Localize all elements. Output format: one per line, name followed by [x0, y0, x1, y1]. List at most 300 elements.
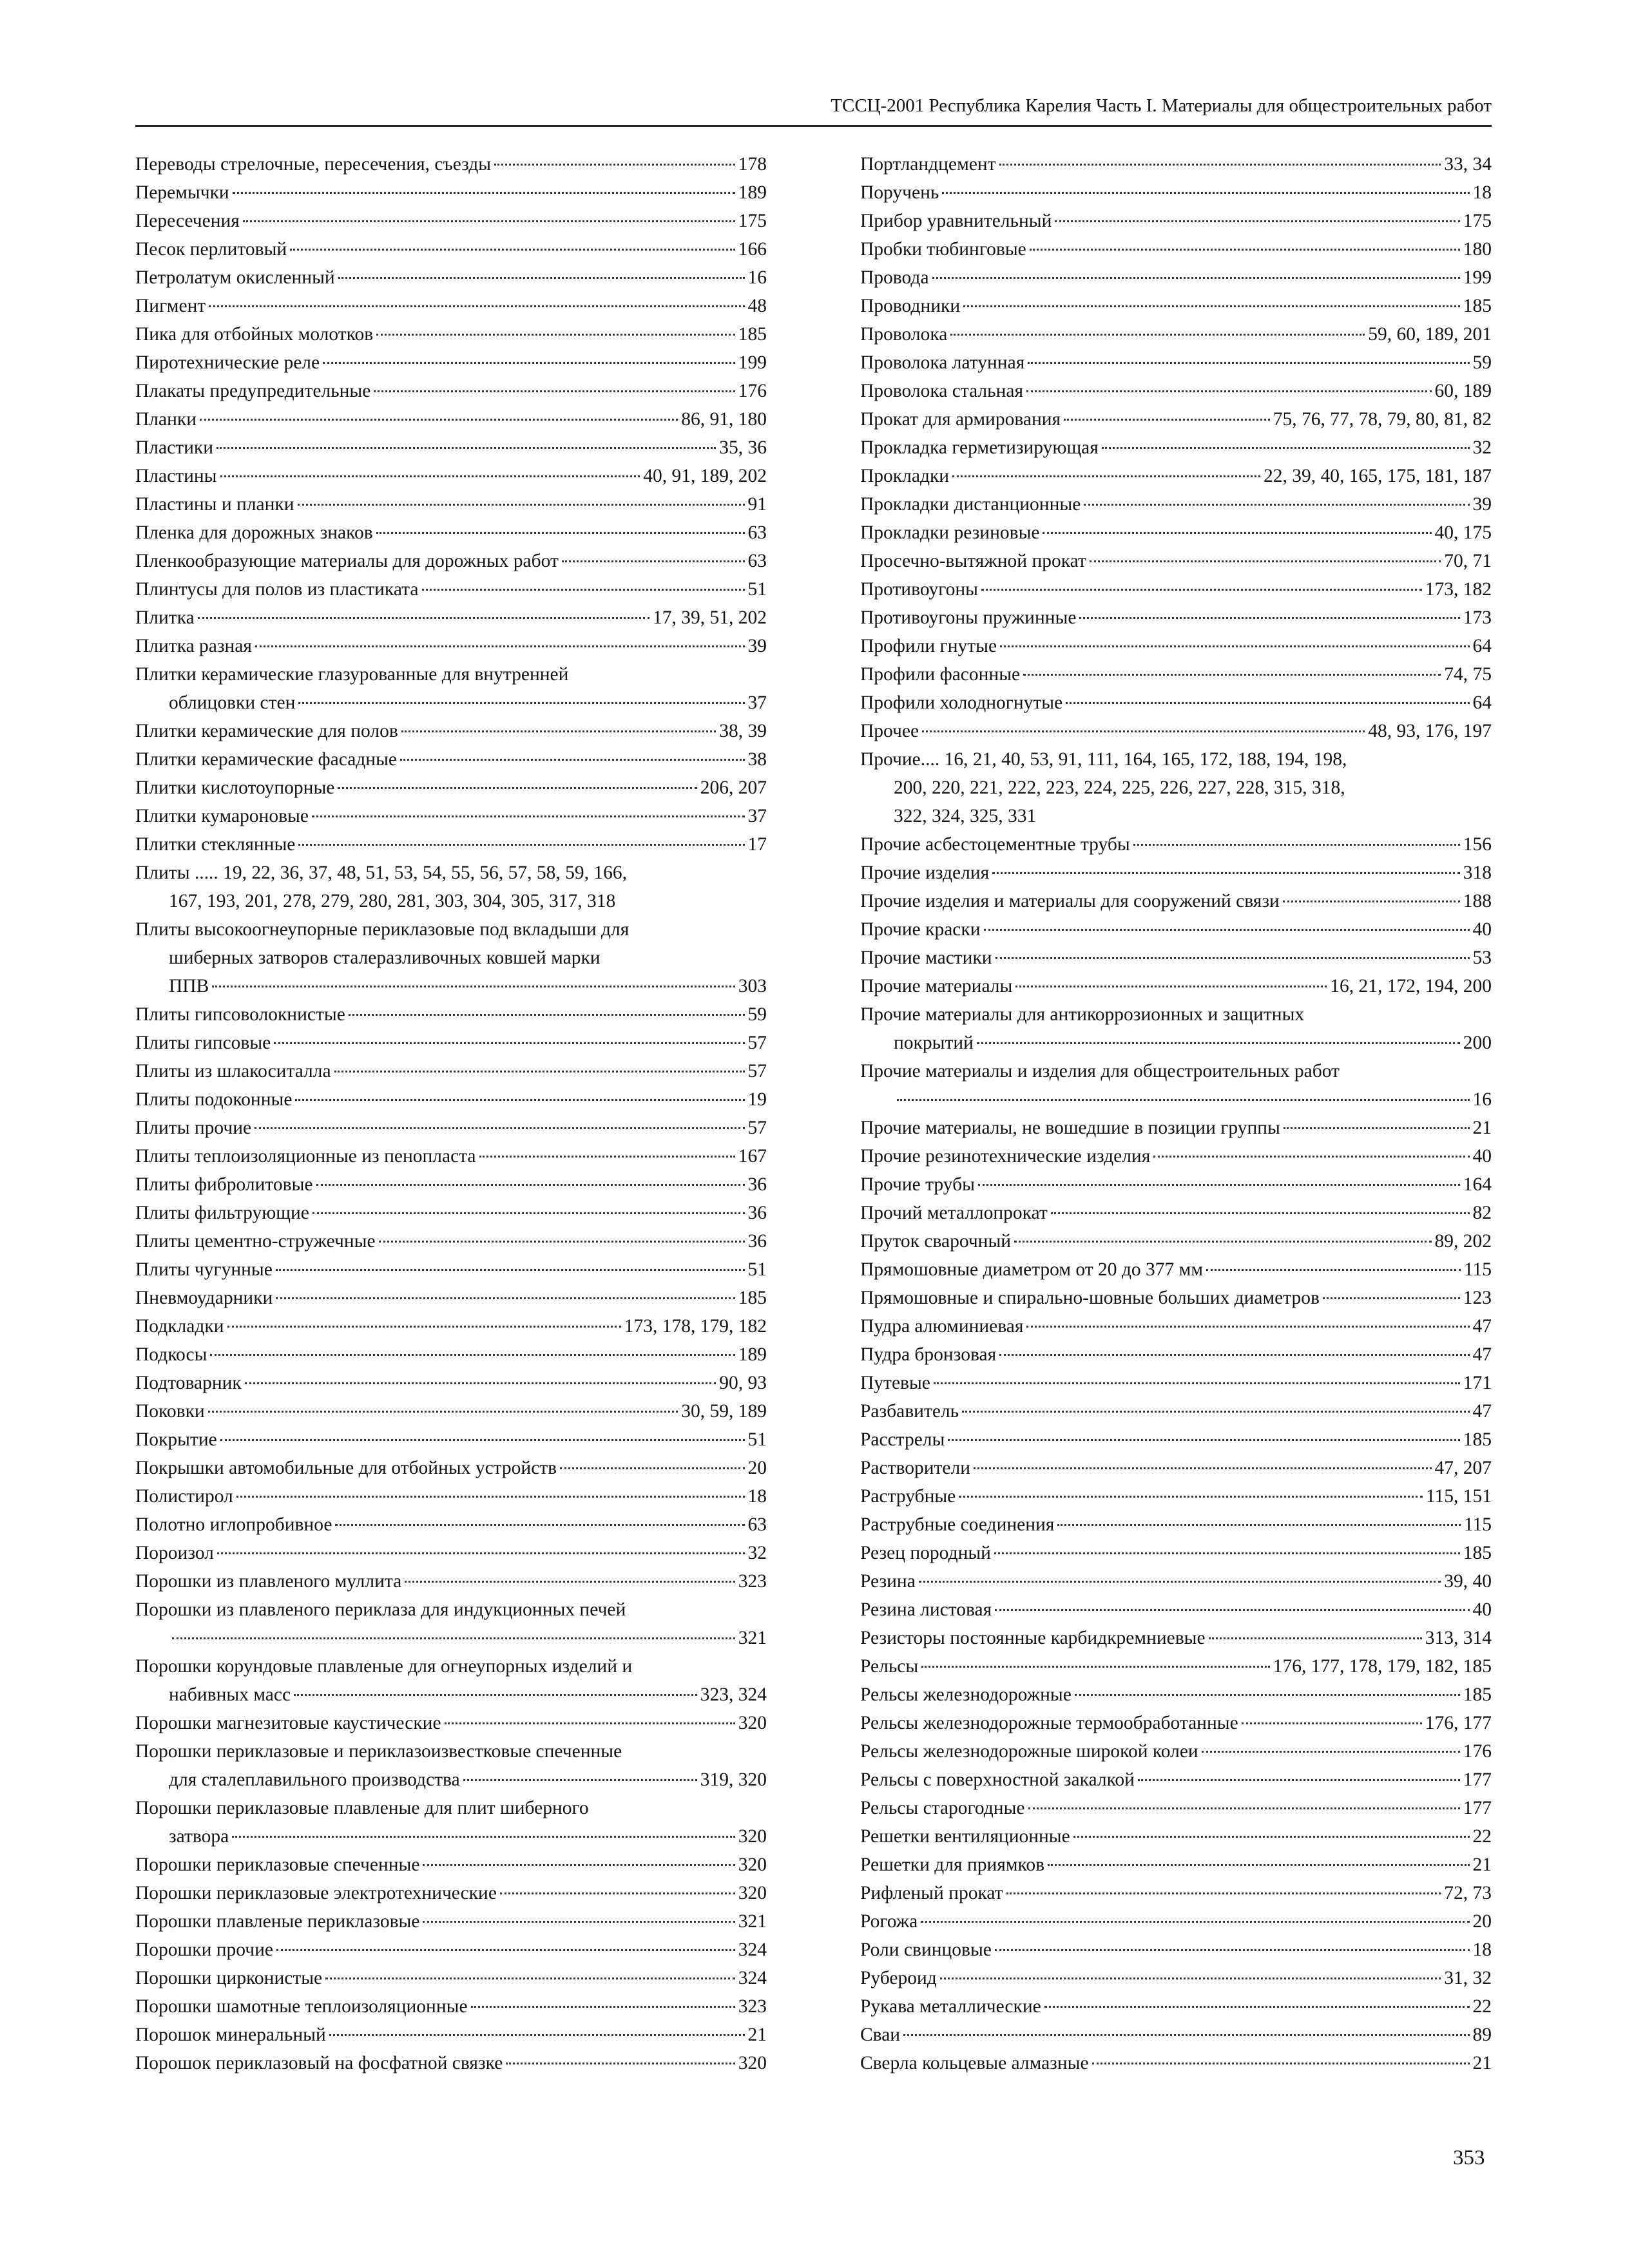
dot-leader	[948, 1439, 1459, 1441]
index-entry	[135, 632, 767, 660]
running-title: ТССЦ-2001 Республика Карелия Часть I. Материалы для общестроительных работ	[831, 95, 1492, 116]
index-entry	[860, 717, 1492, 745]
dot-leader	[298, 504, 745, 506]
entry-pages: 166	[738, 239, 767, 260]
index-entry	[135, 462, 767, 490]
entry-pages: 89, 202	[1434, 1231, 1492, 1252]
index-entry	[860, 1510, 1492, 1539]
entry-pages: 123	[1463, 1288, 1492, 1308]
entry-term: Плиты из шлакоситалла	[135, 1061, 331, 1082]
entry-pages: 48	[747, 296, 767, 316]
entry-term: Прочие асбестоцементные трубы	[860, 834, 1130, 855]
index-entry	[860, 150, 1492, 178]
index-entry-line: Порошки периклазовые плавленые для плит шиберного	[135, 1798, 589, 1818]
index-entry-line	[135, 490, 767, 519]
dot-leader	[338, 277, 745, 279]
index-entry	[135, 434, 767, 462]
dot-leader	[1030, 249, 1460, 251]
entry-term: Переводы стрелочные, пересечения, съезды	[135, 154, 492, 175]
dot-leader	[942, 192, 1469, 194]
index-entry-line	[135, 519, 767, 547]
dot-leader	[312, 815, 745, 817]
entry-pages: 90, 93	[719, 1373, 767, 1393]
dot-leader	[274, 1042, 744, 1044]
entry-pages: 173	[1463, 607, 1492, 628]
entry-pages: 185	[738, 1288, 767, 1308]
entry-term: Пластики	[135, 437, 214, 458]
index-entry	[860, 235, 1492, 263]
entry-term: Проволока	[860, 324, 948, 345]
index-entry	[135, 292, 767, 320]
entry-pages: 320	[738, 1854, 767, 1875]
entry-term: набивных масс	[169, 1684, 291, 1705]
dot-leader	[1283, 901, 1460, 902]
entry-term: Плиты прочие	[135, 1118, 252, 1138]
entry-pages: 39	[747, 636, 767, 656]
entry-term: Прямошовные диаметром от 20 до 377 мм	[860, 1259, 1203, 1280]
index-entry-line	[860, 1029, 1492, 1057]
entry-term: Пудра бронзовая	[860, 1344, 997, 1365]
entry-pages: 31, 32	[1444, 1968, 1492, 1988]
entry-term: Прочие изделия	[860, 862, 990, 883]
index-entry	[135, 235, 767, 263]
index-entry	[860, 490, 1492, 519]
index-entry	[135, 774, 767, 802]
dot-leader	[212, 986, 735, 987]
dot-leader	[376, 532, 745, 534]
entry-pages: 175	[1463, 211, 1492, 231]
index-entry-line	[860, 1085, 1492, 1114]
index-entry-line	[860, 689, 1492, 717]
index-entry-line	[135, 1992, 767, 2021]
dot-leader	[423, 1921, 735, 1923]
entry-pages: 40	[1472, 1146, 1492, 1167]
index-entry-line	[860, 2021, 1492, 2049]
entry-pages: 185	[1463, 296, 1492, 316]
entry-term: Планки	[135, 409, 197, 430]
index-entry	[135, 1851, 767, 1879]
index-entry-line	[135, 263, 767, 292]
index-entry-line	[860, 1170, 1492, 1199]
index-entry	[860, 1766, 1492, 1794]
index-entry	[860, 2049, 1492, 2077]
dot-leader	[233, 192, 735, 194]
entry-term: Пробки тюбинговые	[860, 239, 1026, 260]
entry-pages: 40	[1472, 919, 1492, 940]
entry-pages: 188	[1463, 891, 1492, 911]
index-entry-line	[135, 717, 767, 745]
entry-pages: 33, 34	[1444, 154, 1492, 175]
index-entry	[860, 263, 1492, 292]
entry-pages: 17	[747, 834, 767, 855]
dot-leader	[1014, 1241, 1431, 1243]
entry-term: покрытий	[894, 1033, 974, 1053]
entry-term: Порошки периклазовые спеченные	[135, 1854, 420, 1875]
index-entry	[135, 575, 767, 604]
index-entry-line	[135, 1539, 767, 1567]
index-entry-line	[860, 1879, 1492, 1907]
index-entry	[860, 1284, 1492, 1312]
entry-term: Решетки для приямков	[860, 1854, 1045, 1875]
entry-pages: 47, 207	[1434, 1458, 1492, 1478]
index-entry-line	[135, 1879, 767, 1907]
entry-pages: 47	[1472, 1316, 1492, 1337]
index-entry	[135, 150, 767, 178]
entry-pages: 47	[1472, 1344, 1492, 1365]
index-entry	[135, 1794, 767, 1851]
index-entry	[135, 490, 767, 519]
entry-pages: 177	[1463, 1798, 1492, 1818]
index-entry-line	[135, 1000, 767, 1029]
entry-term: Профили холодногнутые	[860, 692, 1063, 713]
dot-leader	[1323, 1297, 1460, 1299]
dot-leader	[200, 419, 678, 421]
entry-term: Прибор уравнительный	[860, 211, 1052, 231]
index-entry	[135, 1227, 767, 1255]
index-entry	[135, 1907, 767, 1936]
dot-leader	[1079, 617, 1459, 619]
index-entry	[860, 1737, 1492, 1766]
index-entry	[135, 915, 767, 1000]
index-entry-line	[135, 972, 767, 1000]
index-entry	[135, 1936, 767, 1964]
entry-pages: 63	[747, 522, 767, 543]
entry-pages: 20	[747, 1458, 767, 1478]
dot-leader	[1028, 362, 1469, 364]
entry-pages: 178	[738, 154, 767, 175]
entry-term: Порошок минеральный	[135, 2025, 326, 2045]
entry-term: Пленкообразующие материалы для дорожных работ	[135, 551, 559, 571]
entry-term: Плитки кислотоупорные	[135, 777, 335, 798]
entry-term: Рубероид	[860, 1968, 937, 1988]
dot-leader	[1209, 1637, 1422, 1639]
index-entry-line	[135, 434, 767, 462]
entry-pages: 59	[747, 1004, 767, 1025]
entry-pages: 318	[1463, 862, 1492, 883]
entry-pages: 39	[1472, 494, 1492, 515]
index-entry-line	[135, 1085, 767, 1114]
entry-term: Пластины	[135, 466, 217, 486]
index-entry	[860, 1794, 1492, 1822]
page-number: 353	[1453, 2146, 1485, 2169]
entry-pages: 32	[1472, 437, 1492, 458]
index-entry	[135, 547, 767, 575]
dot-leader	[992, 872, 1460, 874]
index-entry	[135, 1567, 767, 1596]
entry-pages: 40, 91, 189, 202	[643, 466, 767, 486]
entry-pages: 115, 151	[1425, 1486, 1492, 1507]
entry-pages: 189	[738, 182, 767, 203]
index-entry-line	[135, 1454, 767, 1482]
entry-pages: 82	[1472, 1203, 1492, 1223]
index-entry-line	[860, 887, 1492, 915]
index-entry	[860, 972, 1492, 1000]
index-entry-line	[135, 632, 767, 660]
dot-leader	[172, 1637, 735, 1639]
index-entry	[135, 1255, 767, 1284]
page-header	[135, 95, 1492, 126]
index-entry-line	[860, 604, 1492, 632]
entry-pages: 180	[1463, 239, 1492, 260]
index-entry-line	[860, 547, 1492, 575]
dot-leader	[210, 1354, 735, 1356]
index-entry	[860, 292, 1492, 320]
entry-term: Пудра алюминиевая	[860, 1316, 1024, 1337]
dot-leader	[376, 334, 735, 336]
dot-leader	[934, 1382, 1460, 1384]
index-entry-line	[135, 320, 767, 348]
dot-leader	[236, 1496, 745, 1498]
index-entry	[135, 745, 767, 774]
index-entry-line: 200, 220, 221, 222, 223, 224, 225, 226, 227, 228, 315, 318,	[894, 777, 1345, 798]
entry-pages: 185	[1463, 1429, 1492, 1450]
dot-leader	[1202, 1751, 1460, 1753]
index-entry	[135, 2049, 767, 2077]
entry-term: Порошки прочие	[135, 1939, 274, 1960]
index-entry-line	[860, 1284, 1492, 1312]
dot-leader	[374, 390, 735, 392]
entry-pages: 323	[738, 1996, 767, 2017]
index-entry-line	[860, 830, 1492, 859]
entry-term: Поручень	[860, 182, 939, 203]
index-entry-line	[860, 490, 1492, 519]
index-entry-line	[135, 1057, 767, 1085]
entry-term: Противоугоны пружинные	[860, 607, 1077, 628]
dot-leader	[1075, 1694, 1460, 1696]
index-entry	[860, 1596, 1492, 1624]
index-entry	[135, 1085, 767, 1114]
index-entry	[860, 660, 1492, 689]
index-entry	[860, 207, 1492, 235]
index-entry	[860, 1369, 1492, 1397]
index-entry-line	[135, 292, 767, 320]
entry-term: Прочие материалы, не вошедшие в позиции группы	[860, 1118, 1280, 1138]
entry-term: ППВ	[169, 976, 209, 996]
entry-pages: 321	[738, 1911, 767, 1932]
entry-pages: 75, 76, 77, 78, 79, 80, 81, 82	[1273, 409, 1492, 430]
entry-pages: 175	[738, 211, 767, 231]
entry-pages: 89	[1472, 2025, 1492, 2045]
entry-term: Просечно-вытяжной прокат	[860, 551, 1086, 571]
dot-leader	[312, 1212, 745, 1214]
dot-leader	[1000, 645, 1469, 647]
dot-leader	[423, 1864, 735, 1866]
entry-term: Провода	[860, 267, 929, 288]
index-entry-line	[860, 150, 1492, 178]
entry-pages: 35, 36	[719, 437, 767, 458]
dot-leader	[227, 1326, 621, 1328]
index-entry-line	[135, 1482, 767, 1510]
index-entry	[860, 1227, 1492, 1255]
dot-leader	[400, 759, 745, 761]
index-entry-line	[860, 462, 1492, 490]
entry-pages: 319, 320	[700, 1769, 767, 1790]
entry-term: Рукава металлические	[860, 1996, 1041, 2017]
index-entry	[135, 604, 767, 632]
dot-leader	[952, 475, 1260, 477]
index-entry	[135, 1142, 767, 1170]
index-entry-line	[860, 859, 1492, 887]
index-entry-line	[135, 830, 767, 859]
index-entry-line	[135, 377, 767, 405]
entry-term: Рельсы железнодорожные широкой колеи	[860, 1741, 1198, 1762]
index-entry	[860, 1057, 1492, 1114]
entry-term: Сверла кольцевые алмазные	[860, 2053, 1089, 2073]
dot-leader	[1051, 1212, 1470, 1214]
index-entry	[860, 1482, 1492, 1510]
index-entry-line	[860, 1510, 1492, 1539]
entry-pages: 324	[738, 1968, 767, 1988]
entry-term: Подкладки	[135, 1316, 224, 1337]
dot-leader	[963, 305, 1460, 307]
entry-term: Плиты чугунные	[135, 1259, 273, 1280]
index-entry-line: Прочие материалы для антикоррозионных и защитных	[860, 1004, 1305, 1025]
index-entry-line	[135, 1567, 767, 1596]
index-entry-line	[860, 263, 1492, 292]
index-entry	[860, 462, 1492, 490]
dot-leader	[959, 1496, 1423, 1498]
entry-pages: 37	[747, 806, 767, 826]
index-entry-line	[860, 1255, 1492, 1284]
index-entry-line	[860, 207, 1492, 235]
index-entry-line	[135, 689, 767, 717]
dot-leader	[562, 560, 745, 562]
index-entry	[860, 519, 1492, 547]
index-entry-line	[135, 462, 767, 490]
entry-pages: 313, 314	[1425, 1628, 1492, 1648]
dot-leader	[217, 1552, 745, 1554]
entry-pages: 324	[738, 1939, 767, 1960]
entry-term: Плитка разная	[135, 636, 253, 656]
dot-leader	[999, 164, 1441, 166]
dot-leader	[494, 164, 735, 166]
index-entry-line	[860, 1964, 1492, 1992]
index-entry-line	[860, 1369, 1492, 1397]
index-entry-line	[135, 1851, 767, 1879]
dot-leader	[995, 1949, 1470, 1951]
entry-pages: 189	[738, 1344, 767, 1365]
entry-pages: 176, 177	[1425, 1713, 1492, 1733]
index-entry-line	[135, 1425, 767, 1454]
entry-pages: 17, 39, 51, 202	[653, 607, 767, 628]
index-entry	[860, 1454, 1492, 1482]
dot-leader	[349, 1014, 745, 1016]
entry-pages: 173, 182	[1425, 579, 1492, 600]
index-entry	[135, 717, 767, 745]
dot-leader	[295, 1099, 744, 1101]
index-entry-line	[860, 632, 1492, 660]
entry-pages: 32	[747, 1543, 767, 1563]
dot-leader	[471, 2006, 735, 2008]
dot-leader	[334, 1071, 745, 1072]
entry-pages: 59, 60, 189, 201	[1368, 324, 1492, 345]
index-entry-line	[135, 405, 767, 434]
entry-term: Проволока стальная	[860, 381, 1024, 401]
index-entry-line	[860, 1227, 1492, 1255]
dot-leader	[338, 787, 697, 789]
entry-pages: 185	[1463, 1543, 1492, 1563]
index-entry	[860, 1199, 1492, 1227]
index-entry	[135, 178, 767, 207]
index-entry-line: Плиты ..... 19, 22, 36, 37, 48, 51, 53, 54, 55, 56, 57, 58, 59, 166,	[135, 862, 628, 883]
index-entry	[135, 1652, 767, 1709]
index-entry	[860, 1142, 1492, 1170]
index-entry	[135, 802, 767, 830]
entry-pages: 36	[747, 1231, 767, 1252]
index-entry	[860, 915, 1492, 944]
entry-pages: 59	[1472, 352, 1492, 373]
index-entry	[860, 1652, 1492, 1681]
dot-leader	[903, 2034, 1469, 2036]
index-entry	[860, 2021, 1492, 2049]
entry-pages: 22, 39, 40, 165, 175, 181, 187	[1264, 466, 1492, 486]
entry-term: Профили фасонные	[860, 664, 1021, 685]
entry-term: Песок перлитовый	[135, 239, 287, 260]
entry-pages: 177	[1463, 1769, 1492, 1790]
entry-term: затвора	[169, 1826, 229, 1847]
dot-leader	[984, 929, 1470, 931]
dot-leader	[1133, 844, 1460, 846]
dot-leader	[220, 475, 640, 477]
entry-term: Прокат для армирования	[860, 409, 1061, 430]
entry-pages: 36	[747, 1174, 767, 1195]
entry-term: Разбавитель	[860, 1401, 959, 1422]
dot-leader	[1084, 504, 1469, 506]
index-entry-line	[860, 405, 1492, 434]
entry-term: Плакаты предупредительные	[135, 381, 371, 401]
dot-leader	[978, 1184, 1460, 1186]
entry-pages: 320	[738, 1713, 767, 1733]
index-entry	[860, 1539, 1492, 1567]
entry-term: Прокладки дистанционные	[860, 494, 1081, 515]
dot-leader	[1028, 1807, 1460, 1809]
index-entry-line	[135, 235, 767, 263]
entry-term: Плиты цементно-стружечные	[135, 1231, 376, 1252]
dot-leader	[1138, 1779, 1460, 1781]
index-entry-line: Плиты высокоогнеупорные периклазовые под вкладыши для	[135, 919, 630, 940]
index-entry	[860, 1397, 1492, 1425]
index-entry-line: Прочие материалы и изделия для общестроительных работ	[860, 1061, 1340, 1082]
entry-term: Порошок периклазовый на фосфатной связке	[135, 2053, 503, 2073]
dot-leader	[1066, 702, 1469, 704]
index-entry-line	[135, 1312, 767, 1340]
index-entry-line	[860, 1199, 1492, 1227]
dot-leader	[1055, 220, 1459, 222]
entry-pages: 323, 324	[700, 1684, 767, 1705]
dot-leader	[500, 1892, 735, 1894]
entry-pages: 18	[1472, 1939, 1492, 1960]
entry-pages: 22	[1472, 1826, 1492, 1847]
index-entry-line	[860, 1114, 1492, 1142]
entry-term: Плиты подоконные	[135, 1089, 293, 1110]
entry-pages: 63	[747, 1514, 767, 1535]
entry-pages: 18	[747, 1486, 767, 1507]
entry-pages: 115	[1463, 1259, 1492, 1280]
entry-pages: 51	[747, 1429, 767, 1450]
entry-pages: 38, 39	[719, 721, 767, 741]
dot-leader	[294, 1694, 697, 1696]
entry-pages: 21	[1472, 2053, 1492, 2073]
entry-term: Расстрелы	[860, 1429, 945, 1450]
index-entry	[860, 1822, 1492, 1851]
index-entry-line	[860, 1425, 1492, 1454]
index-entry	[135, 377, 767, 405]
index-entry	[135, 1284, 767, 1312]
entry-term: Раструбные соединения	[860, 1514, 1055, 1535]
dot-leader	[243, 220, 735, 222]
index-entry	[135, 1369, 767, 1397]
entry-term: Портландцемент	[860, 154, 996, 175]
